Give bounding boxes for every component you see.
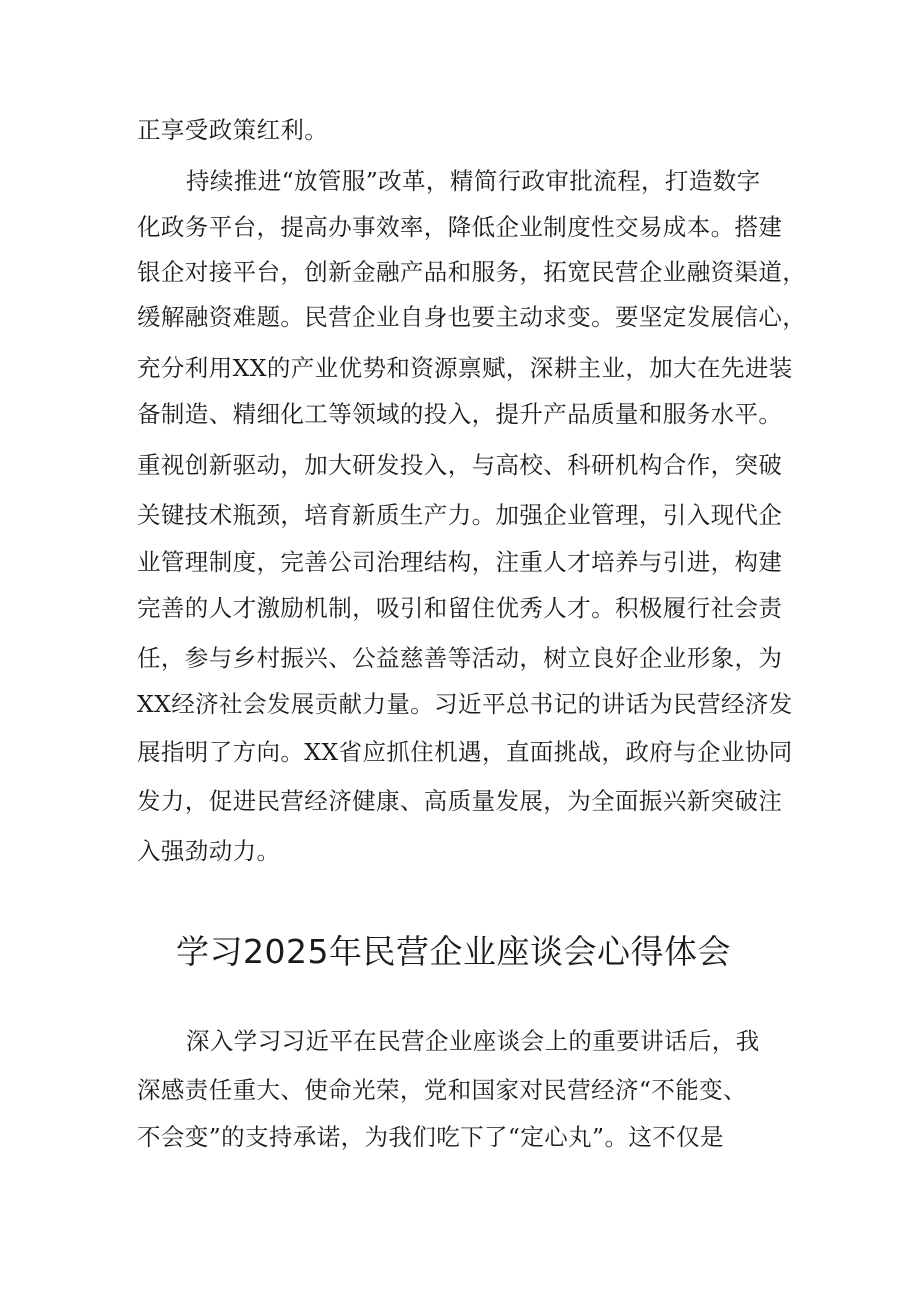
paragraph-line: 重视创新驱动，加大研发投入，与高校、科研机构合作，突破 <box>137 451 783 479</box>
paragraph-line: 深感责任重大、使命光荣，党和国家对民营经济“不能变、 <box>137 1076 747 1104</box>
paragraph-line: 展指明了方向。XX省应抓住机遇，直面挑战，政府与企业协同 <box>137 738 793 766</box>
paragraph-line: 备制造、精细化工等领域的投入，提升产品质量和服务水平。 <box>137 400 783 428</box>
paragraph-line: 不会变”的支持承诺，为我们吃下了“定心丸”。这不仅是 <box>137 1123 724 1151</box>
paragraph-line: 任，参与乡村振兴、公益慈善等活动，树立良好企业形象，为 <box>137 644 783 672</box>
paragraph-line: 正享受政策红利。 <box>137 116 329 144</box>
section-title: 学习2025年民营企业座谈会心得体会 <box>176 932 731 971</box>
paragraph-line: 充分利用XX的产业优势和资源禀赋，深耕主业，加大在先进装 <box>137 354 793 382</box>
paragraph-line: 持续推进“放管服”改革，精简行政审批流程，打造数字 <box>186 167 761 195</box>
paragraph-line: 业管理制度，完善公司治理结构，注重人才培养与引进，构建 <box>137 548 783 576</box>
paragraph-line: 发力，促进民营经济健康、高质量发展，为全面振兴新突破注 <box>137 787 783 815</box>
paragraph-line: 入强劲动力。 <box>137 837 281 865</box>
paragraph-line: 银企对接平台，创新金融产品和服务，拓宽民营企业融资渠道， <box>137 258 807 286</box>
paragraph-line: 完善的人才激励机制，吸引和留住优秀人才。积极履行社会责 <box>137 594 783 622</box>
paragraph-line: 关键技术瓶颈，培育新质生产力。加强企业管理，引入现代企 <box>137 501 783 529</box>
paragraph-line: 深入学习习近平在民营企业座谈会上的重要讲话后，我 <box>186 1027 760 1055</box>
paragraph-line: 化政务平台，提高办事效率，降低企业制度性交易成本。搭建 <box>137 213 783 241</box>
paragraph-line: 缓解融资难题。民营企业自身也要主动求变。要坚定发展信心， <box>137 303 807 331</box>
paragraph-line: XX经济社会发展贡献力量。习近平总书记的讲话为民营经济发 <box>137 690 793 718</box>
